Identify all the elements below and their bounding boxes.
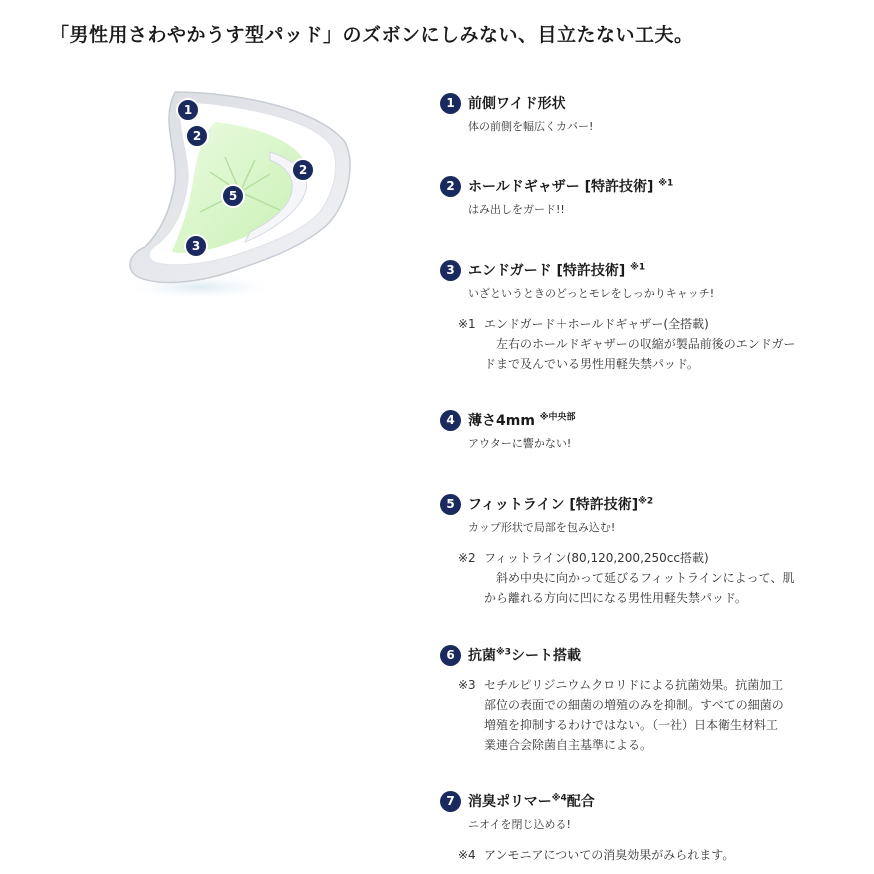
feature-3 [440,260,860,300]
footnote-line: ドまで及んでいる男性用軽失禁パッド。 [484,357,699,371]
footnote-line: 業連合会除菌自主基準による。 [484,738,653,752]
feature-title: 前側ワイド形状 [468,96,566,112]
footnote-line: 部位の表面での細菌の増殖のみを抑制。すべての細菌の [484,698,784,712]
page-title: 「男性用さわやかうす型パッド」のズボンにしみない、目立たない工夫。 [50,24,694,46]
svg-text:2: 2 [298,163,308,177]
marker-1 [177,99,199,121]
footnote-line: 斜め中央に向かって延びるフィットラインによって、肌 [484,571,795,585]
feature-number-badge: 1 [440,93,461,114]
feature-5 [440,494,860,534]
feature-description: カップ形状で局部を包み込む! [468,521,616,534]
footnote-line: フィットライン(80,120,200,250cc搭載) [484,551,709,565]
feature-description: 体の前側を幅広くカバー! [468,120,594,133]
footnote-mark: ※3 [458,678,476,692]
feature-description: いざというときのどっとモレをしっかりキャッチ! [468,287,715,300]
footnote-mark: ※1 [458,317,476,331]
feature-description: はみ出しをガード!! [468,203,565,216]
marker-3 [185,235,207,257]
footnote-ref: ※1 [658,178,674,189]
feature-6 [440,645,860,667]
footnote-ref: ※中央部 [539,412,576,423]
feature-title: 消臭ポリマー$^{※4}$配合 [468,793,595,810]
marker-5 [222,185,244,207]
feature-1 [440,93,860,133]
svg-text:5: 5 [228,189,238,203]
feature-number-badge: 6 [440,645,461,666]
feature-number-badge: 5 [440,494,461,515]
footnote-ref: ※1 [630,262,646,273]
feature-2 [440,176,860,216]
svg-text:2: 2 [192,129,202,143]
footnote-line: アンモニアについての消臭効果がみられます。 [484,848,735,862]
feature-7 [440,791,860,831]
footnote-mark: ※4 [458,848,476,862]
footnote-ref: ※3 [496,647,512,658]
feature-number-badge: 4 [440,410,461,431]
footnote-ref: ※2 [638,496,654,507]
feature-title: ホールドギャザー [特許技術] $^{※1}$ [468,178,674,195]
svg-text:3: 3 [191,239,201,253]
footnote-line: 左右のホールドギャザーの収縮が製品前後のエンドガー [484,337,796,351]
feature-title: エンドガード [特許技術] $^{※1}$ [468,262,646,279]
feature-number-badge: 2 [440,176,461,197]
feature-number-badge: 3 [440,260,461,281]
feature-description: ニオイを閉じ込める! [468,818,571,831]
footnote-line: エンドガード＋ホールドギャザー(全搭載) [484,317,709,331]
footnote-line: 増殖を抑制するわけではない。（一社）日本衛生材料工 [484,718,779,732]
svg-text:1: 1 [183,103,193,117]
feature-4 [440,410,860,450]
feature-number-badge: 7 [440,791,461,812]
feature-description: アウターに響かない! [468,437,572,450]
feature-title: 薄さ4mm $^{※中央部}$ [468,412,576,429]
pad-illustration [120,82,360,302]
footnote-ref: ※4 [551,793,567,804]
marker-2-left [186,125,208,147]
footnote-line: から離れる方向に凹になる男性用軽失禁パッド。 [484,591,747,605]
feature-title: 抗菌$^{※3}$シート搭載 [468,647,582,664]
footnote-mark: ※2 [458,551,476,565]
marker-2-right [292,159,314,181]
feature-title: フィットライン [特許技術]$^{※2}$ [468,496,654,513]
footnote-line: セチルピリジニウムクロリドによる抗菌効果。抗菌加工 [484,678,784,692]
